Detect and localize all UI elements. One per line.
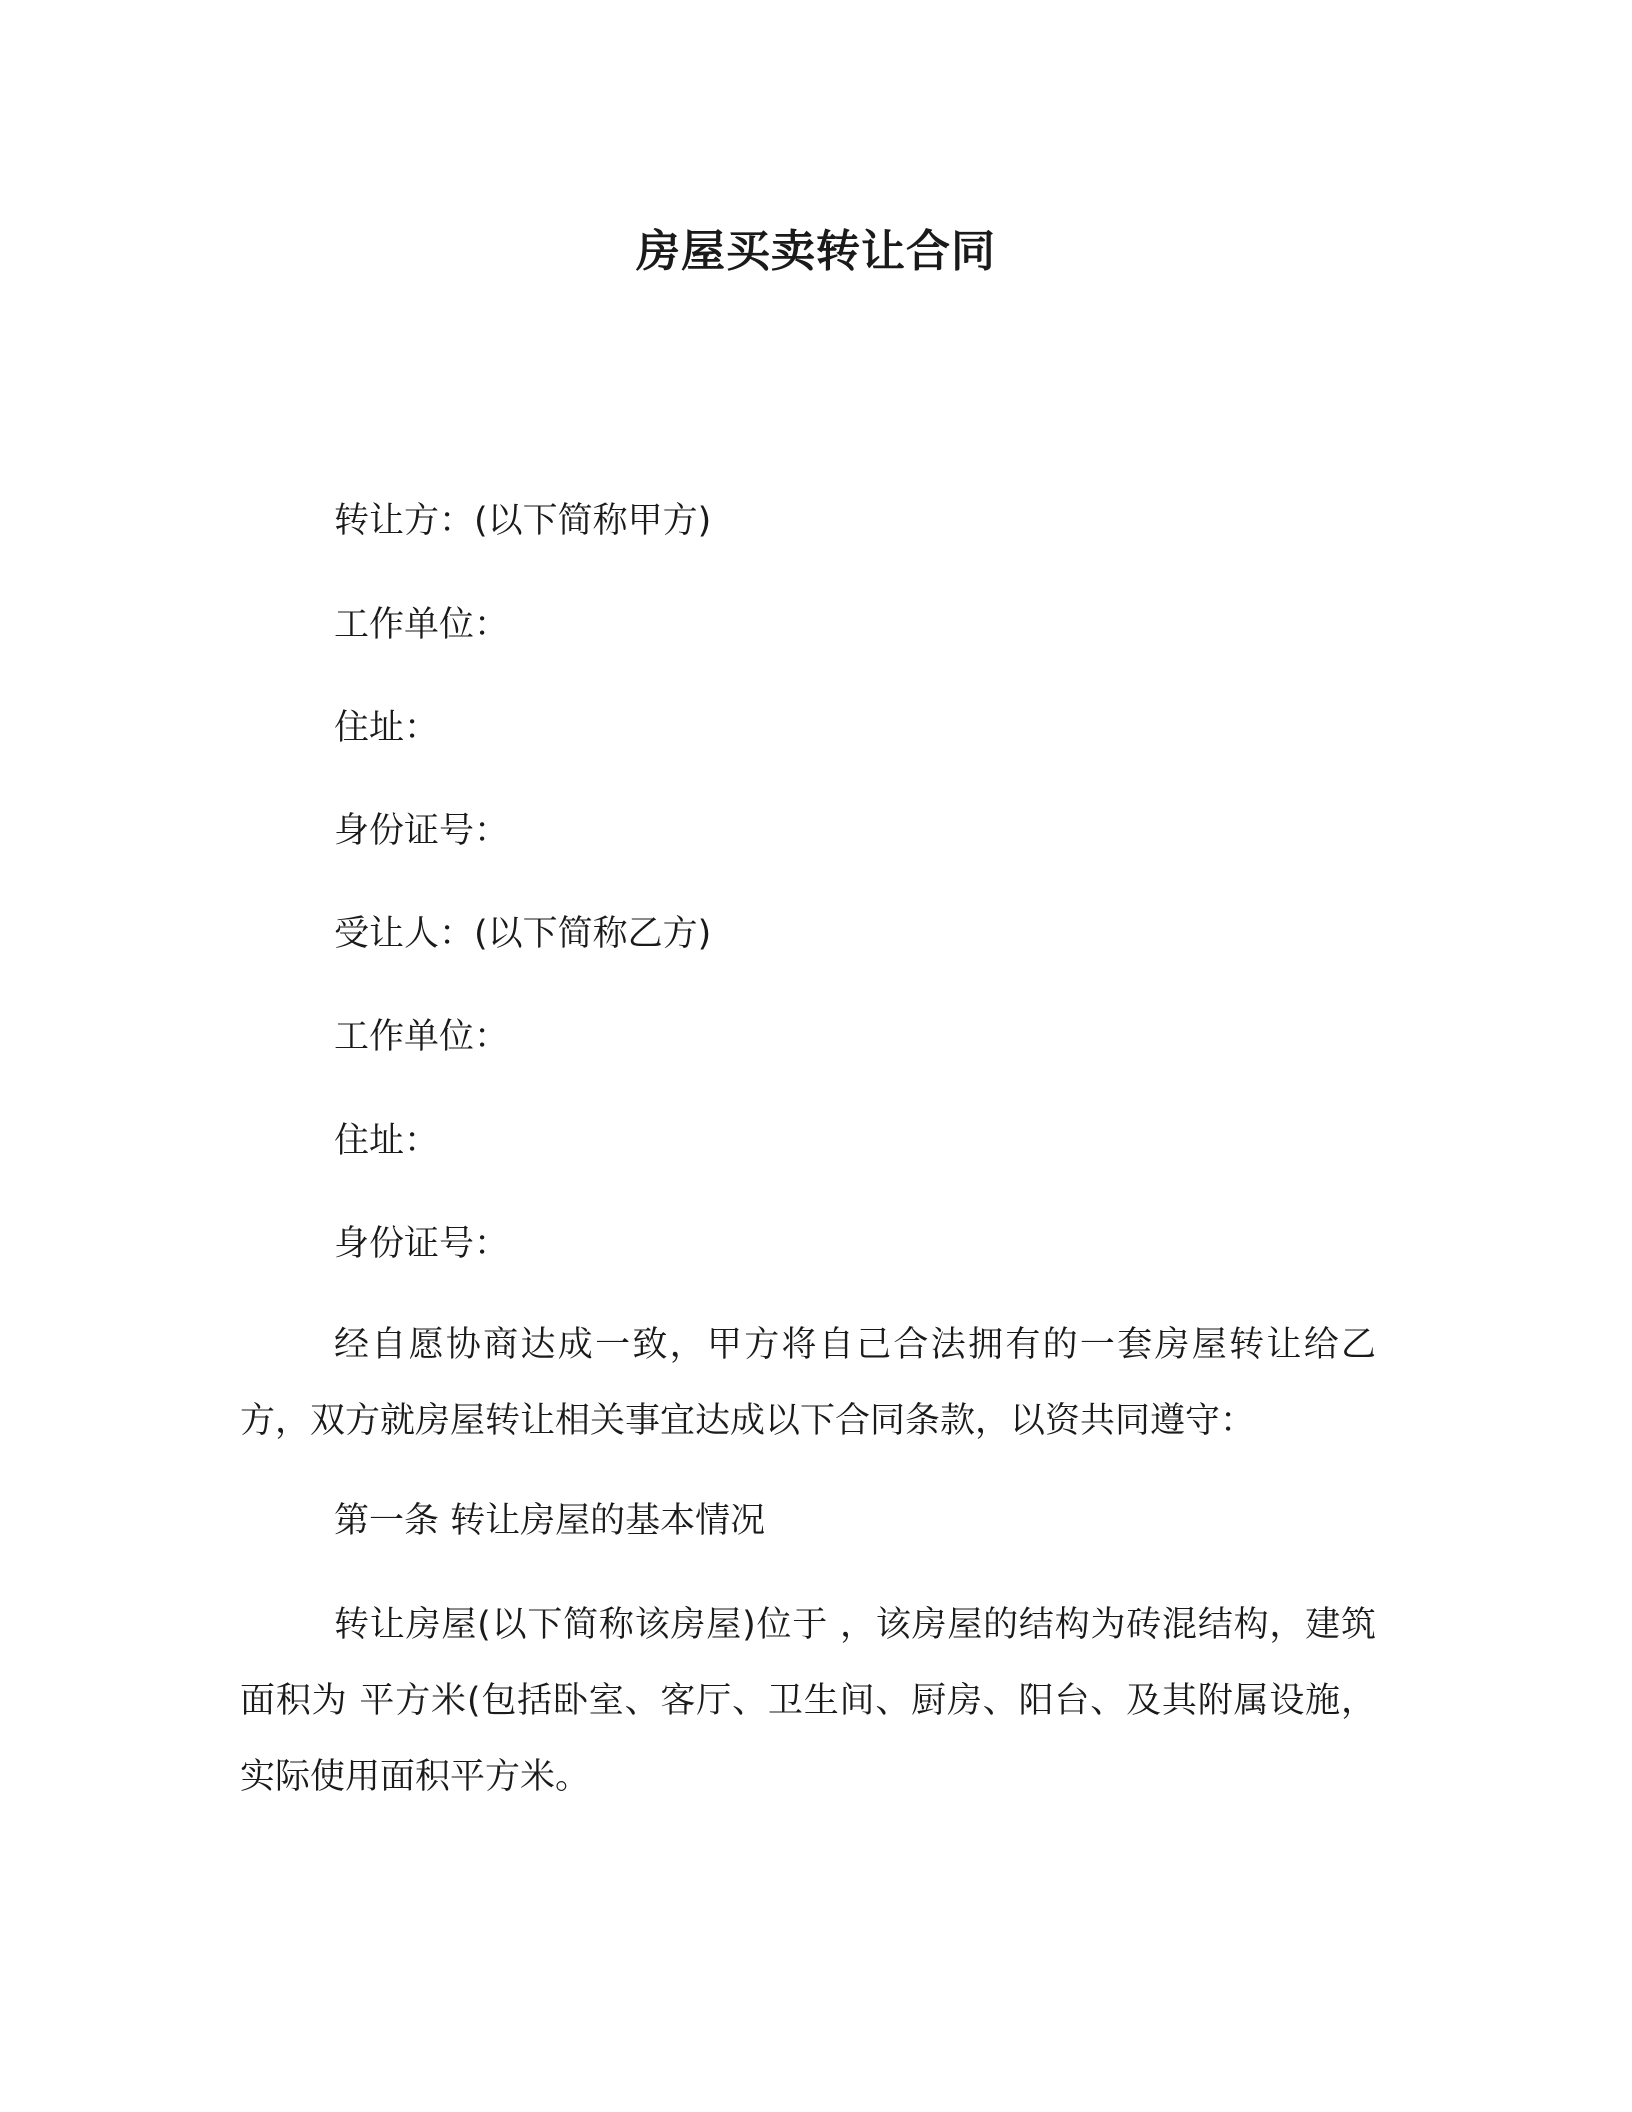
article-1-heading: 第一条 转让房屋的基本情况: [334, 1501, 766, 1541]
article-1-body: 转让房屋(以下简称该房屋)位于 ，该房屋的结构为砖混结构，建筑面积为 平方米(包括卧室、客厅、卫生间、厨房、阳台、及其附属设施，实际使用面积平方米。: [240, 1605, 1376, 1797]
party-b-work-unit: 工作单位：: [334, 1017, 510, 1057]
party-a-id-number: 身份证号：: [334, 811, 510, 851]
party-a-label: 转让方：(以下简称甲方): [334, 501, 712, 541]
party-b-label: 受让人：(以下简称乙方): [334, 914, 712, 954]
document-title: 房屋买卖转让合同: [636, 226, 996, 277]
party-b-address: 住址：: [334, 1121, 440, 1161]
intro-paragraph: 经自愿协商达成一致，甲方将自己合法拥有的一套房屋转让给乙方，双方就房屋转让相关事宜达成以下合同条款，以资共同遵守：: [240, 1325, 1376, 1441]
party-b-id-number: 身份证号：: [334, 1224, 510, 1264]
party-a-address: 住址：: [334, 708, 440, 748]
party-a-work-unit: 工作单位：: [334, 605, 510, 645]
